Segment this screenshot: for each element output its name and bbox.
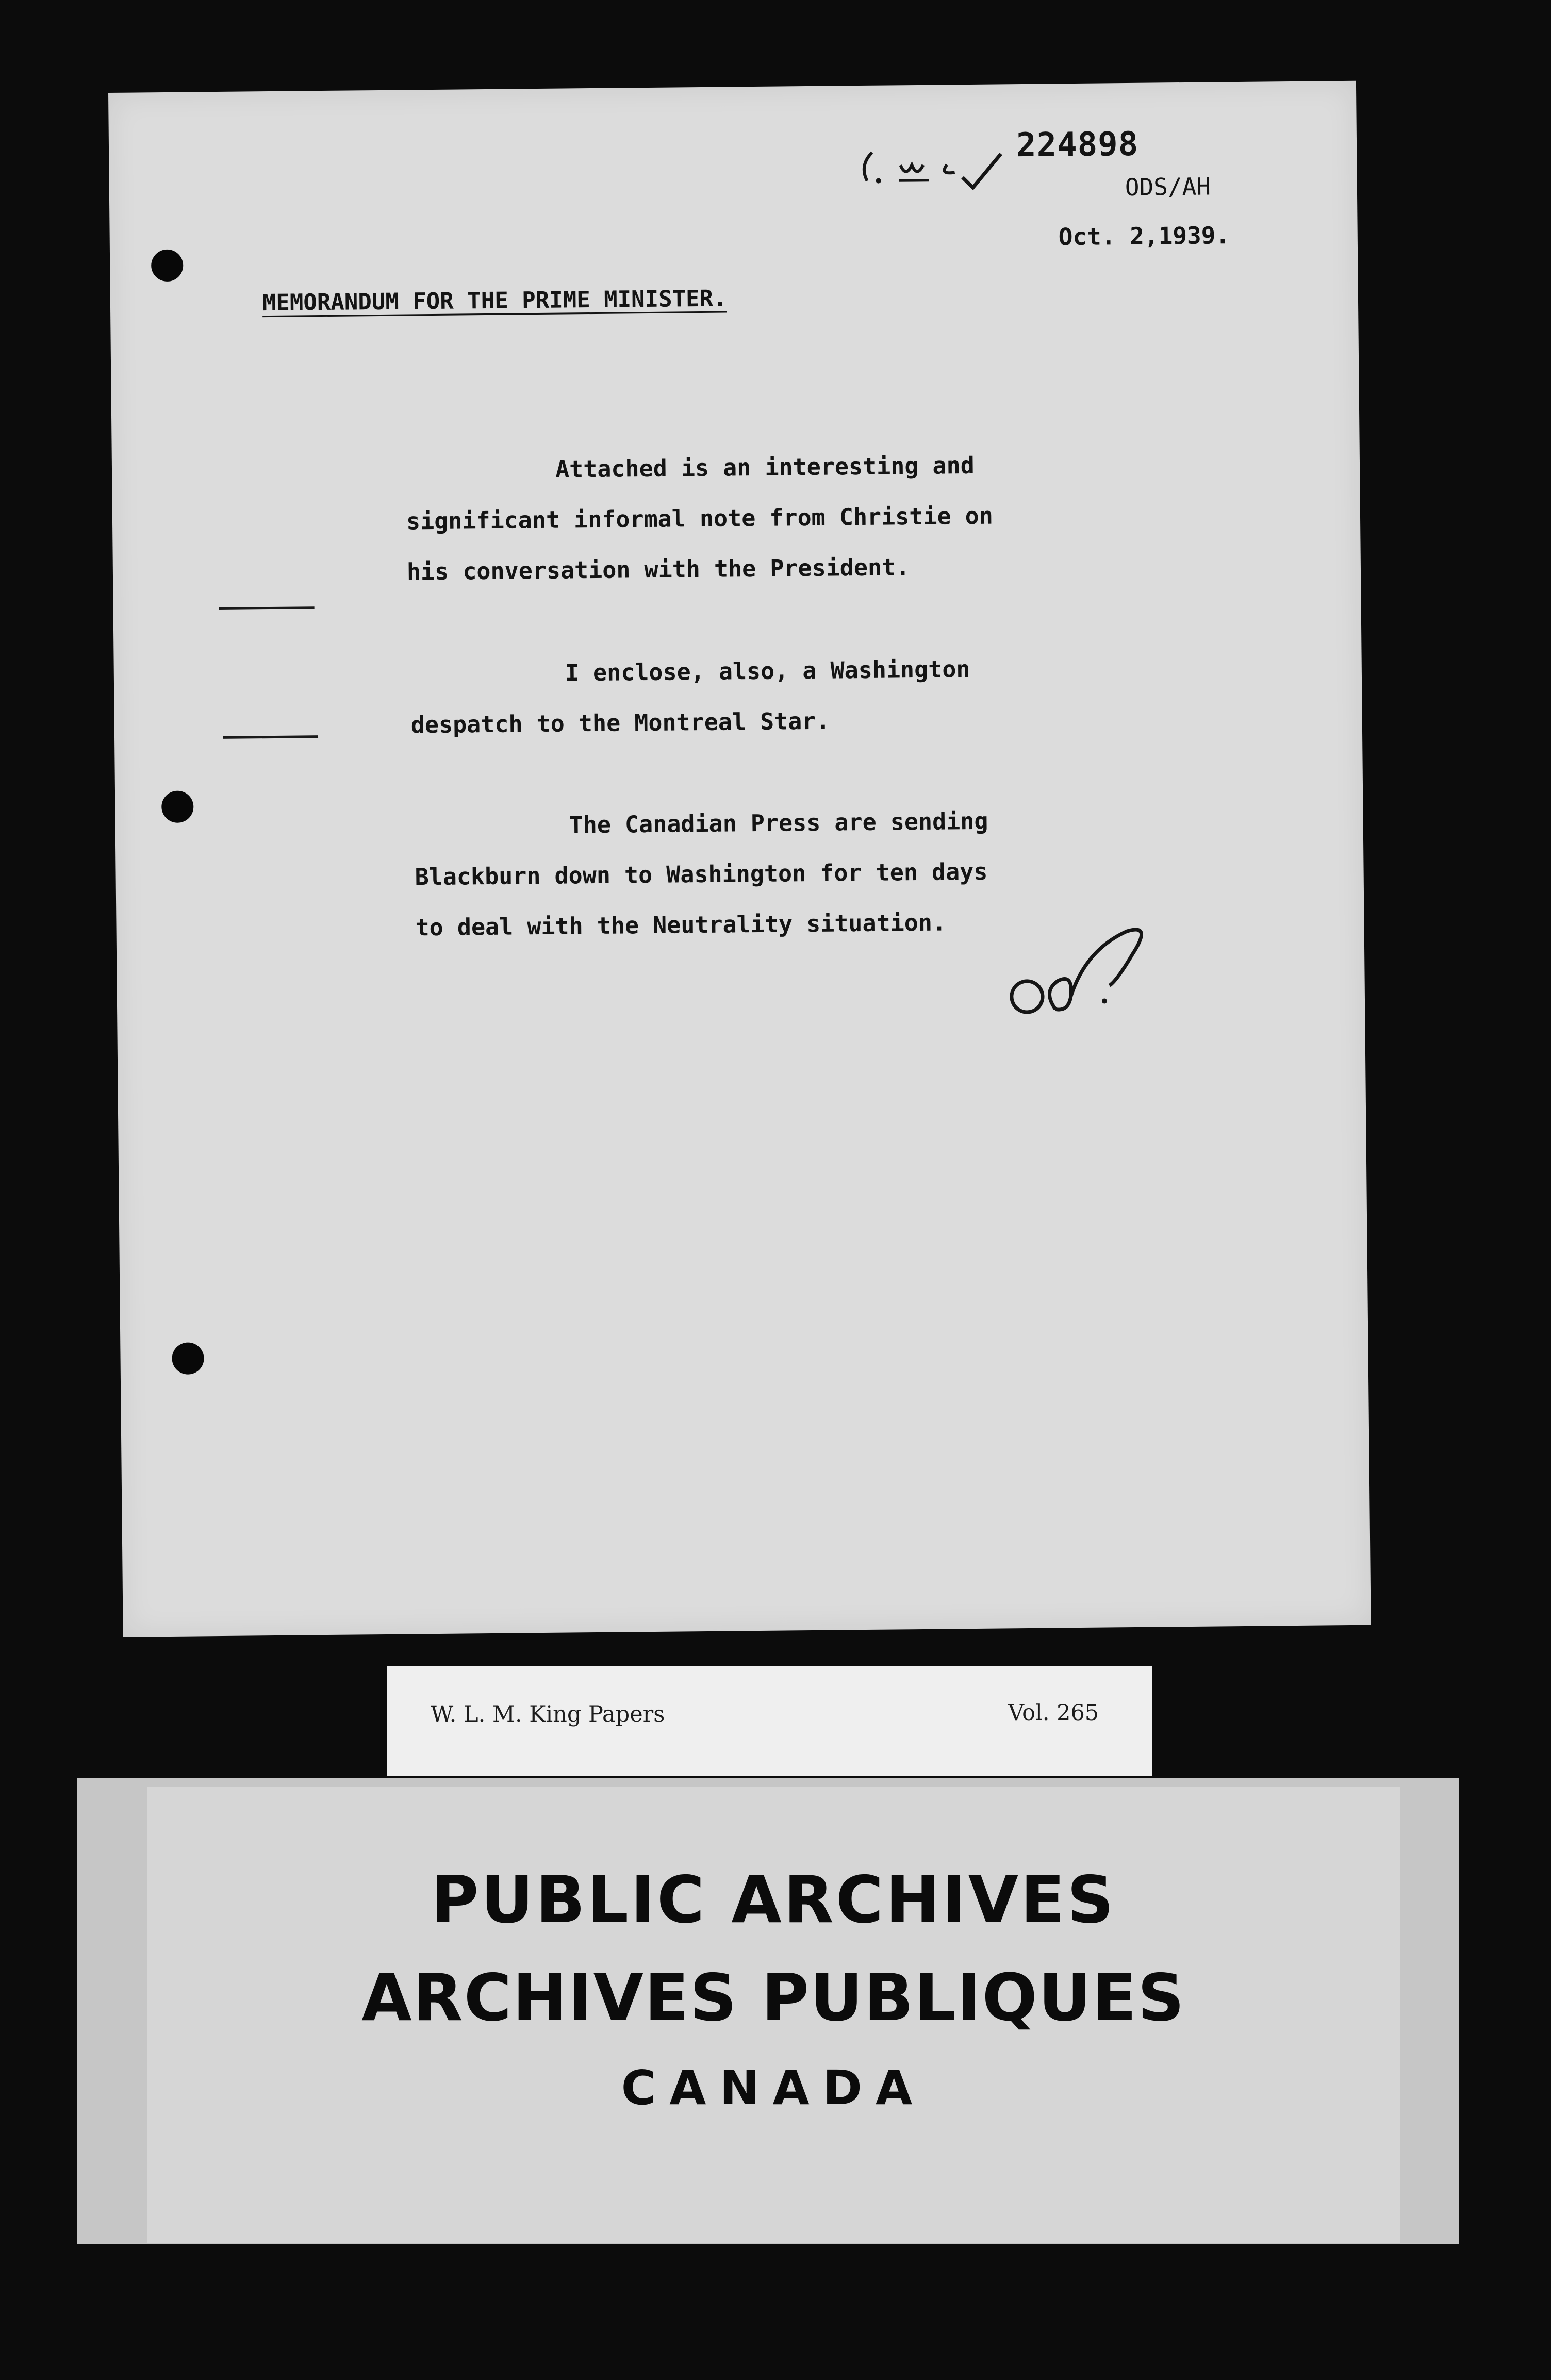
archive-label [387, 1666, 1152, 1776]
body-line: his conversation with the President. [406, 553, 910, 586]
signature-initials [998, 918, 1164, 1053]
paragraph [410, 644, 971, 750]
initials-reference: ODS/AH [1125, 172, 1211, 202]
body-line: significant informal note from Christie on [406, 502, 994, 535]
margin-mark [219, 606, 315, 610]
punch-hole [161, 790, 194, 823]
body-line: Blackburn down to Washington for ten days [415, 857, 988, 891]
file-number: 224898 [1016, 125, 1139, 165]
body-line: to deal with the Neutrality situation. [415, 908, 947, 941]
stamp-public-archives: PUBLIC ARCHIVES [431, 1862, 1116, 1938]
memo-page [108, 81, 1371, 1637]
punch-hole [172, 1342, 204, 1375]
body-line: I enclose, also, a Washington [565, 655, 970, 687]
archives-folder [77, 1778, 1459, 2244]
punch-hole [151, 250, 184, 282]
volume-number: Vol. 265 [1008, 1700, 1099, 1726]
collection-name: W. L. M. King Papers [431, 1701, 665, 1727]
stamp-archives-publiques: ARCHIVES PUBLIQUES [361, 1960, 1185, 2036]
body-line: despatch to the Montreal Star. [410, 707, 830, 739]
memo-date: Oct. 2,1939. [1058, 221, 1230, 251]
folder-panel [147, 1787, 1400, 2243]
body-line: Attached is an interesting and [555, 451, 975, 483]
body-line: The Canadian Press are sending [569, 807, 988, 839]
stamp-canada: CANADA [621, 2060, 926, 2115]
paragraph [406, 440, 994, 598]
margin-mark [223, 735, 318, 739]
paragraph [414, 796, 989, 953]
memo-heading: MEMORANDUM FOR THE PRIME MINISTER. [262, 285, 727, 317]
